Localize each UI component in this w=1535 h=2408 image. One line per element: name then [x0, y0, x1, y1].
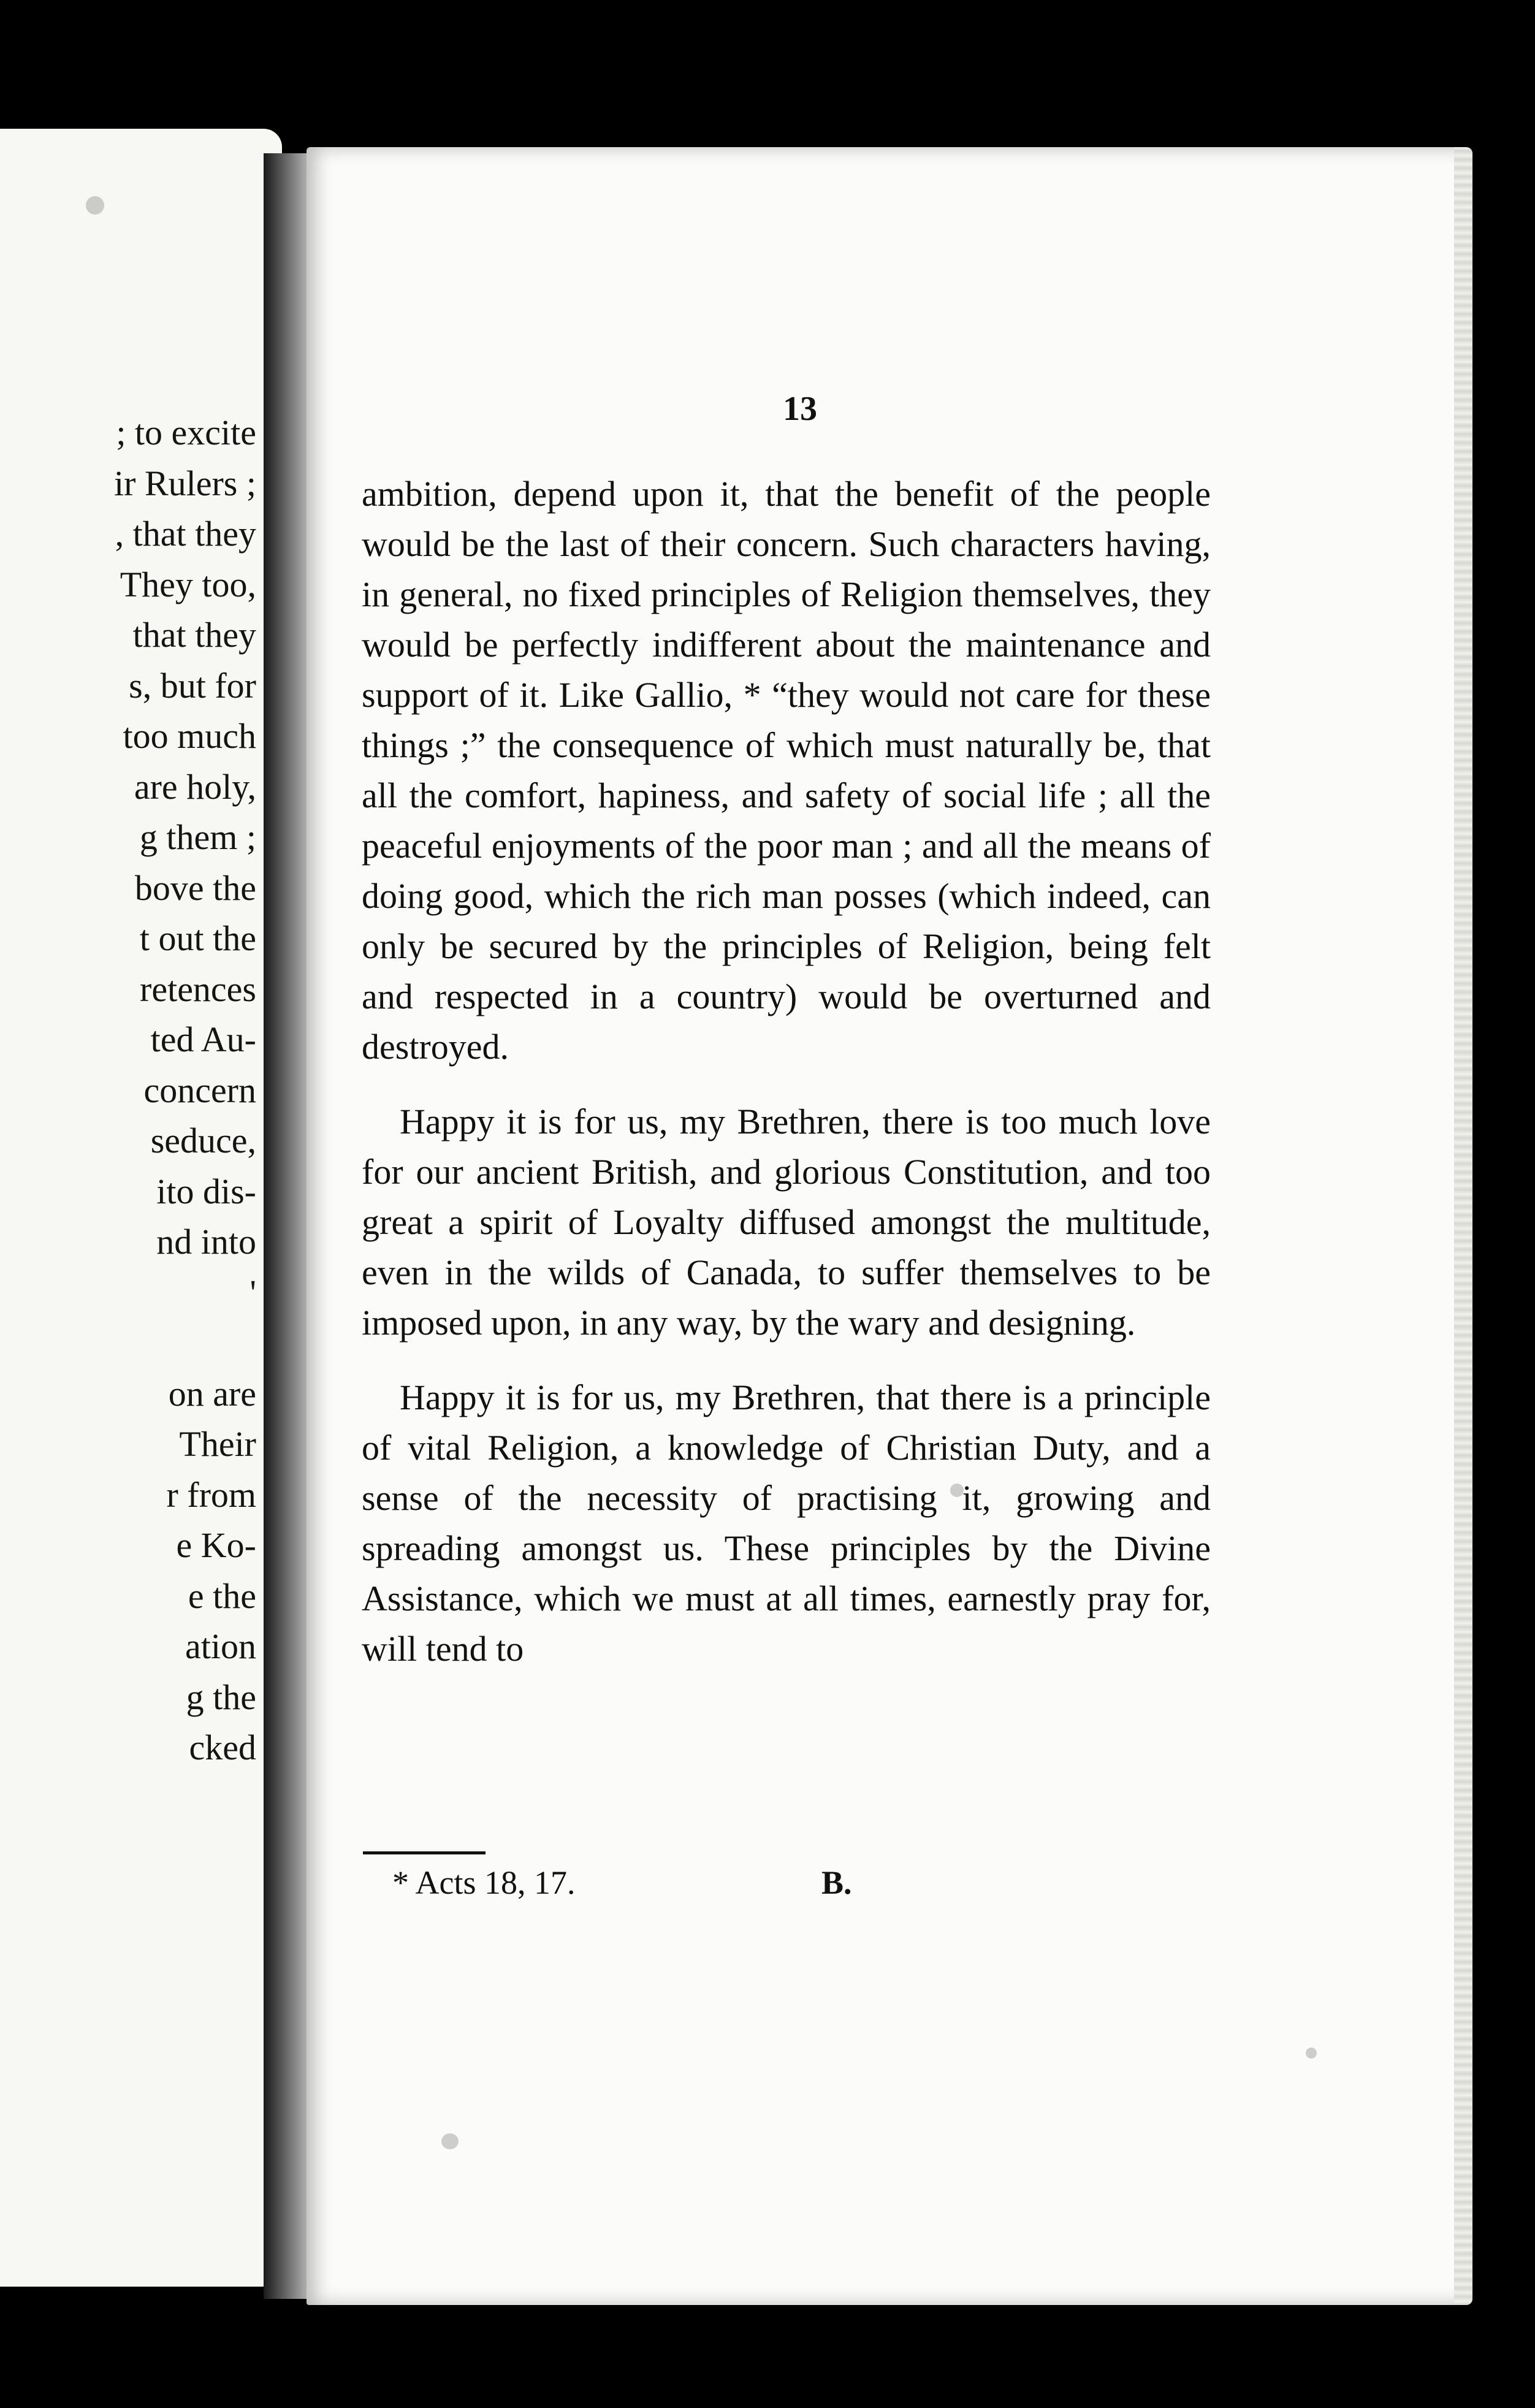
- left-page-line: ito dis-: [156, 1171, 256, 1211]
- left-page-line: are holy,: [134, 766, 256, 807]
- paper-speck: [441, 2133, 459, 2149]
- paper-speck: [950, 1484, 964, 1497]
- left-page-line: g them ;: [139, 817, 256, 857]
- page-edge: [1454, 147, 1472, 2305]
- left-page-line: t out the: [139, 918, 256, 958]
- paper-speck: [86, 196, 104, 215]
- page-number: 13: [783, 390, 817, 428]
- left-page-line: , that they: [115, 514, 256, 554]
- left-page-line: ': [249, 1272, 256, 1313]
- left-page-line: ted Au-: [150, 1019, 256, 1059]
- paragraph-3: Happy it is for us, my Brethren, that there is a principle of vital Religion, a knowledge of Christian Duty, and a sense of the necessity of practising it, growing and spreading amongst us. These principles by the Divine Assistance, which we must at all times, earnestly pray for, will tend to: [362, 1377, 1211, 1669]
- left-page-line: ir Rulers ;: [114, 463, 256, 503]
- left-page-line: e the: [188, 1575, 256, 1616]
- left-page-line: cked: [189, 1728, 256, 1767]
- left-page-text: [114, 408, 256, 1774]
- paragraph-1: ambition, depend upon it, that the benefit of the people would be the last of their concern. Such characters having, in general, no fixed principles of Religion themselves, they would be perfectly indifferent about the maintenance and support of it. Like Gallio, * “they would not care for these things ;” the consequence of which must naturally be, that all the comfort, hapiness, and safety of social life ; all the peaceful enjoyments of the poor man ; and all the means of doing good, which the rich man posses (which indeed, can only be secured by the principles of Religion, being felt and respected in a country) would be overturned and destroyed.: [362, 474, 1211, 1067]
- left-page-line: [114, 1318, 256, 1369]
- left-page: [0, 129, 282, 2287]
- left-page-line: They too,: [120, 564, 256, 604]
- left-page-line: nd into: [156, 1222, 256, 1262]
- left-page-line: s, but for: [129, 665, 256, 706]
- footnote-rule: [363, 1851, 486, 1854]
- left-page-line: Their: [179, 1424, 256, 1464]
- left-page-line: e Ko-: [176, 1525, 256, 1565]
- left-page-line: seduce,: [150, 1121, 256, 1160]
- body-text: [362, 469, 1211, 1674]
- left-page-line: r from: [166, 1474, 256, 1515]
- left-page-line: ; to excite: [116, 413, 256, 452]
- left-page-line: ation: [185, 1626, 256, 1666]
- signature-mark: B.: [821, 1864, 852, 1901]
- left-page-line: concern: [143, 1070, 256, 1110]
- left-page-line: bove the: [134, 867, 256, 908]
- left-page-line: g the: [186, 1677, 256, 1717]
- left-page-line: too much: [123, 716, 256, 756]
- left-page-line: that they: [132, 615, 256, 655]
- left-page-line: on are: [168, 1373, 256, 1414]
- paper-speck: [1306, 2048, 1317, 2059]
- left-page-line: retences: [140, 969, 256, 1009]
- footnote: * Acts 18, 17.: [392, 1864, 576, 1901]
- paragraph-2: Happy it is for us, my Brethren, there is too much love for our ancient British, and glorious Constitution, and too great a spirit of Loyalty diffused amongst the multitude, even in the wilds of Canada, to suffer themselves to be imposed upon, in any way, by the wary and designing.: [362, 1102, 1211, 1343]
